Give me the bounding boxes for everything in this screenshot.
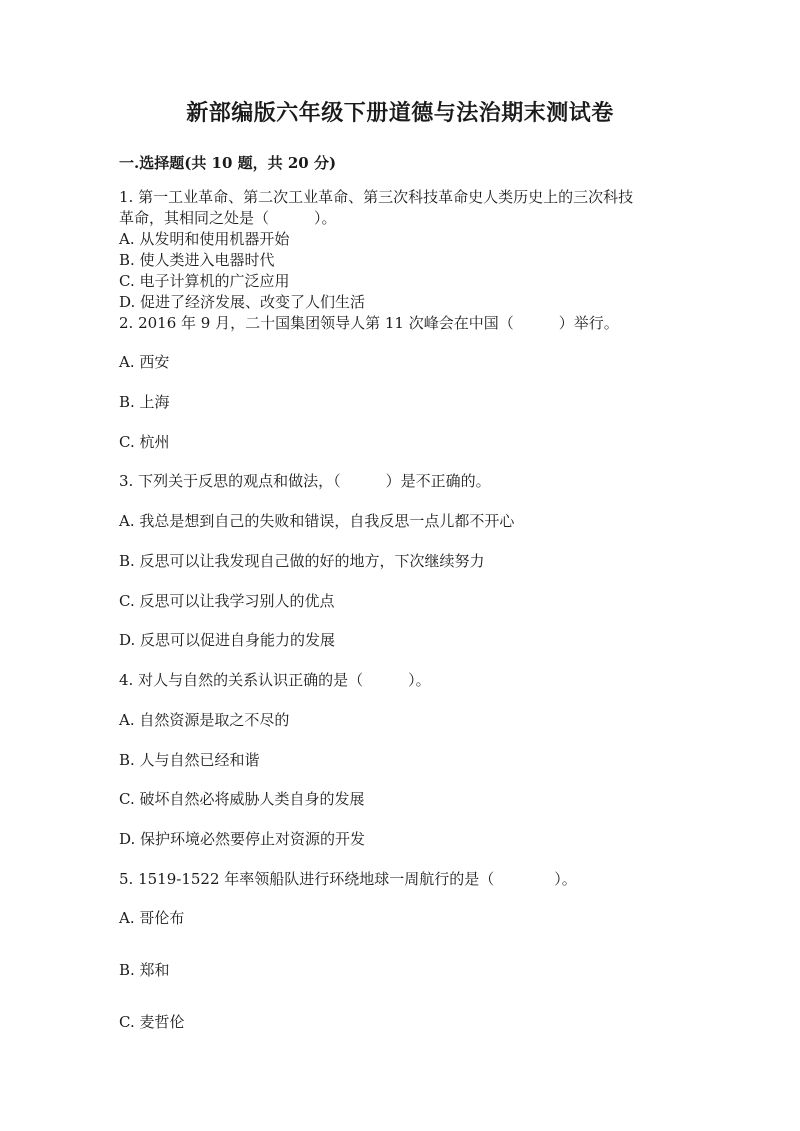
question-3-option-b: B. 反思可以让我发现自己做的好的地方，下次继续努力	[119, 552, 485, 570]
question-5-option-c: C. 麦哲伦	[119, 1013, 185, 1031]
question-4-stem: 4. 对人与自然的关系认识正确的是（ ）。	[119, 671, 431, 689]
question-2-option-a: A. 西安	[119, 353, 170, 371]
question-3-option-a: A. 我总是想到自己的失败和错误，自我反思一点儿都不开心	[119, 512, 515, 530]
question-2-option-b: B. 上海	[119, 393, 170, 411]
question-4-option-d: D. 保护环境必然要停止对资源的开发	[119, 830, 366, 848]
question-4-option-c: C. 破坏自然必将威胁人类自身的发展	[119, 790, 365, 808]
question-1-option-c: C. 电子计算机的广泛应用	[119, 272, 290, 290]
question-4-option-b: B. 人与自然已经和谐	[119, 751, 260, 769]
question-3-stem: 3. 下列关于反思的观点和做法，（ ）是不正确的。	[119, 472, 491, 490]
question-5-stem: 5. 1519-1522 年率领船队进行环绕地球一周航行的是（ ）。	[119, 870, 577, 888]
question-3-option-d: D. 反思可以促进自身能力的发展	[119, 631, 336, 649]
question-1-option-b: B. 使人类进入电器时代	[119, 251, 275, 269]
question-1-stem-line-1: 1. 第一工业革命、第二次工业革命、第三次科技革命史人类历史上的三次科技	[119, 188, 634, 206]
question-1-option-a: A. 从发明和使用机器开始	[119, 230, 290, 248]
question-2-stem: 2. 2016 年 9 月，二十国集团领导人第 11 次峰会在中国（ ）举行。	[119, 314, 619, 332]
question-5-option-b: B. 郑和	[119, 961, 170, 979]
question-2-option-c: C. 杭州	[119, 433, 170, 451]
page-title: 新部编版六年级下册道德与法治期末测试卷	[186, 100, 614, 126]
question-1-option-d: D. 促进了经济发展、改变了人们生活	[119, 293, 366, 311]
section-heading: 一.选择题(共 10 题，共 20 分)	[119, 154, 337, 172]
question-1-stem-line-2: 革命，其相同之处是（ ）。	[119, 209, 337, 227]
question-4-option-a: A. 自然资源是取之不尽的	[119, 711, 290, 729]
question-3-option-c: C. 反思可以让我学习别人的优点	[119, 592, 335, 610]
question-5-option-a: A. 哥伦布	[119, 909, 185, 927]
